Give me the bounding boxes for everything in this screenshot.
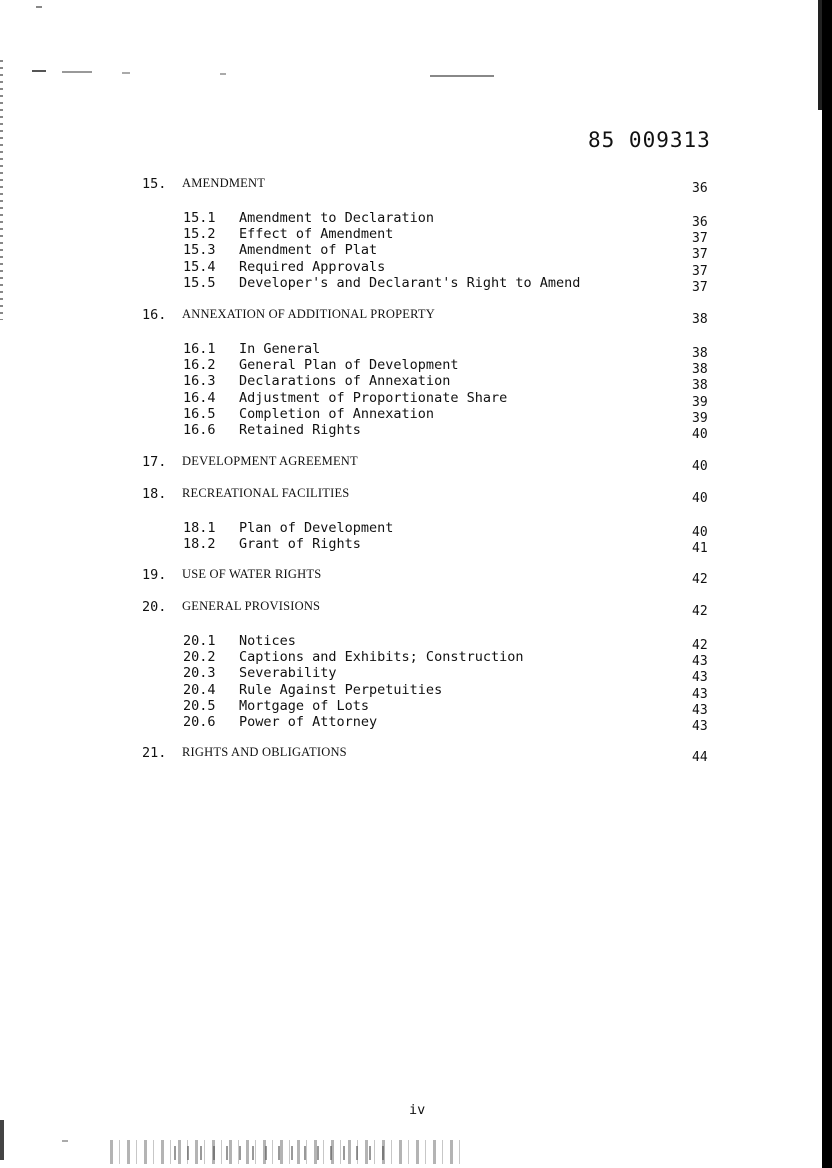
section-page: 36 bbox=[692, 181, 708, 196]
toc-subsection-row bbox=[0, 275, 832, 293]
subsection-number: 15.5 bbox=[183, 274, 216, 291]
subsection-number: 20.6 bbox=[183, 714, 216, 730]
toc-subsection-row bbox=[0, 536, 832, 557]
toc-section-row bbox=[0, 599, 832, 617]
section-number: 18. bbox=[142, 486, 167, 502]
subsection-page: 38 bbox=[692, 378, 708, 394]
subsection-title: Notices bbox=[239, 633, 296, 649]
subsection-number: 15.3 bbox=[183, 242, 216, 259]
scan-noise bbox=[170, 1146, 390, 1160]
subsection-number: 18.1 bbox=[183, 520, 216, 536]
scan-mark bbox=[36, 6, 42, 8]
subsection-title: Effect of Amendment bbox=[239, 226, 394, 243]
subsection-page: 40 bbox=[692, 525, 708, 540]
section-page: 42 bbox=[692, 572, 708, 587]
toc-section-row bbox=[0, 486, 832, 504]
subsection-number: 15.1 bbox=[183, 210, 216, 226]
subsection-title: Required Approvals bbox=[239, 258, 386, 275]
subsection-title: Grant of Rights bbox=[239, 536, 361, 553]
subsection-page: 43 bbox=[692, 719, 708, 734]
subsection-number: 16.6 bbox=[183, 422, 216, 438]
scan-mark bbox=[62, 1140, 68, 1142]
subsection-number: 16.1 bbox=[183, 341, 216, 357]
subsection-number: 16.3 bbox=[183, 373, 216, 390]
section-title: USE OF WATER RIGHTS bbox=[182, 567, 322, 581]
section-title: GENERAL PROVISIONS bbox=[182, 599, 321, 613]
toc-section-row bbox=[0, 176, 832, 194]
toc-section-row bbox=[0, 307, 832, 325]
section-title: RIGHTS AND OBLIGATIONS bbox=[182, 745, 347, 759]
subsection-number: 16.5 bbox=[183, 405, 216, 422]
subsection-title: Adjustment of Proportionate Share bbox=[239, 389, 508, 406]
subsection-page: 43 bbox=[692, 654, 708, 670]
toc-subsection-row bbox=[0, 714, 832, 732]
subsection-title: Severability bbox=[239, 665, 337, 682]
subsection-page: 37 bbox=[692, 247, 708, 263]
subsection-page: 36 bbox=[692, 215, 708, 230]
subsection-number: 15.2 bbox=[183, 226, 216, 243]
subsection-title: Plan of Development bbox=[239, 520, 394, 536]
section-number: 19. bbox=[142, 567, 167, 583]
subsection-number: 15.4 bbox=[183, 258, 216, 275]
subsection-page: 43 bbox=[692, 686, 708, 702]
subsection-title: In General bbox=[239, 341, 321, 357]
section-page: 44 bbox=[692, 750, 708, 765]
section-title: ANNEXATION OF ADDITIONAL PROPERTY bbox=[182, 307, 435, 321]
section-page: 38 bbox=[692, 312, 708, 327]
scan-mark bbox=[122, 72, 130, 74]
subsection-title: General Plan of Development bbox=[239, 357, 459, 374]
scan-border bbox=[818, 0, 822, 110]
subsection-number: 20.3 bbox=[183, 665, 216, 682]
subsection-number: 20.1 bbox=[183, 633, 216, 649]
subsection-page: 38 bbox=[692, 346, 708, 361]
subsection-page: 43 bbox=[692, 670, 708, 686]
subsection-title: Captions and Exhibits; Construction bbox=[239, 649, 524, 666]
scan-mark bbox=[62, 71, 92, 73]
subsection-number: 18.2 bbox=[183, 536, 216, 553]
scan-mark bbox=[220, 73, 226, 75]
subsection-page: 42 bbox=[692, 638, 708, 653]
subsection-page: 43 bbox=[692, 702, 708, 718]
toc-section-row bbox=[0, 745, 832, 763]
section-number: 15. bbox=[142, 176, 167, 192]
subsection-number: 20.5 bbox=[183, 697, 216, 714]
subsection-number: 16.4 bbox=[183, 389, 216, 406]
subsection-number: 20.2 bbox=[183, 649, 216, 666]
page-number-footer: iv bbox=[409, 1102, 426, 1118]
scan-border bbox=[0, 1120, 4, 1160]
section-page: 40 bbox=[692, 459, 708, 474]
subsection-page: 37 bbox=[692, 263, 708, 279]
subsection-title: Developer's and Declarant's Right to Amend bbox=[239, 274, 581, 291]
scan-mark bbox=[430, 75, 494, 77]
section-title: DEVELOPMENT AGREEMENT bbox=[182, 454, 358, 468]
subsection-number: 16.2 bbox=[183, 357, 216, 374]
subsection-title: Mortgage of Lots bbox=[239, 697, 370, 714]
subsection-title: Power of Attorney bbox=[239, 714, 378, 730]
subsection-title: Declarations of Annexation bbox=[239, 373, 451, 390]
section-page: 42 bbox=[692, 604, 708, 619]
subsection-title: Rule Against Perpetuities bbox=[239, 681, 443, 698]
toc-section-row bbox=[0, 567, 832, 585]
subsection-title: Amendment to Declaration bbox=[239, 210, 435, 226]
subsection-page: 39 bbox=[692, 394, 708, 410]
section-page: 40 bbox=[692, 491, 708, 506]
subsection-title: Completion of Annexation bbox=[239, 405, 435, 422]
section-number: 20. bbox=[142, 599, 167, 615]
subsection-title: Amendment of Plat bbox=[239, 242, 378, 259]
section-number: 17. bbox=[142, 454, 167, 470]
scan-mark bbox=[32, 70, 46, 72]
section-number: 16. bbox=[142, 307, 167, 323]
subsection-page: 41 bbox=[692, 541, 708, 557]
subsection-number: 20.4 bbox=[183, 681, 216, 698]
section-title: AMENDMENT bbox=[182, 176, 266, 190]
document-number: 85 009313 bbox=[588, 128, 711, 152]
toc-subsection-row bbox=[0, 422, 832, 440]
subsection-title: Retained Rights bbox=[239, 422, 361, 438]
subsection-page: 38 bbox=[692, 362, 708, 378]
subsection-page: 37 bbox=[692, 231, 708, 247]
section-number: 21. bbox=[142, 745, 167, 761]
section-title: RECREATIONAL FACILITIES bbox=[182, 486, 350, 500]
toc-section-row bbox=[0, 454, 832, 472]
subsection-page: 40 bbox=[692, 427, 708, 442]
subsection-page: 39 bbox=[692, 410, 708, 426]
subsection-page: 37 bbox=[692, 279, 708, 295]
